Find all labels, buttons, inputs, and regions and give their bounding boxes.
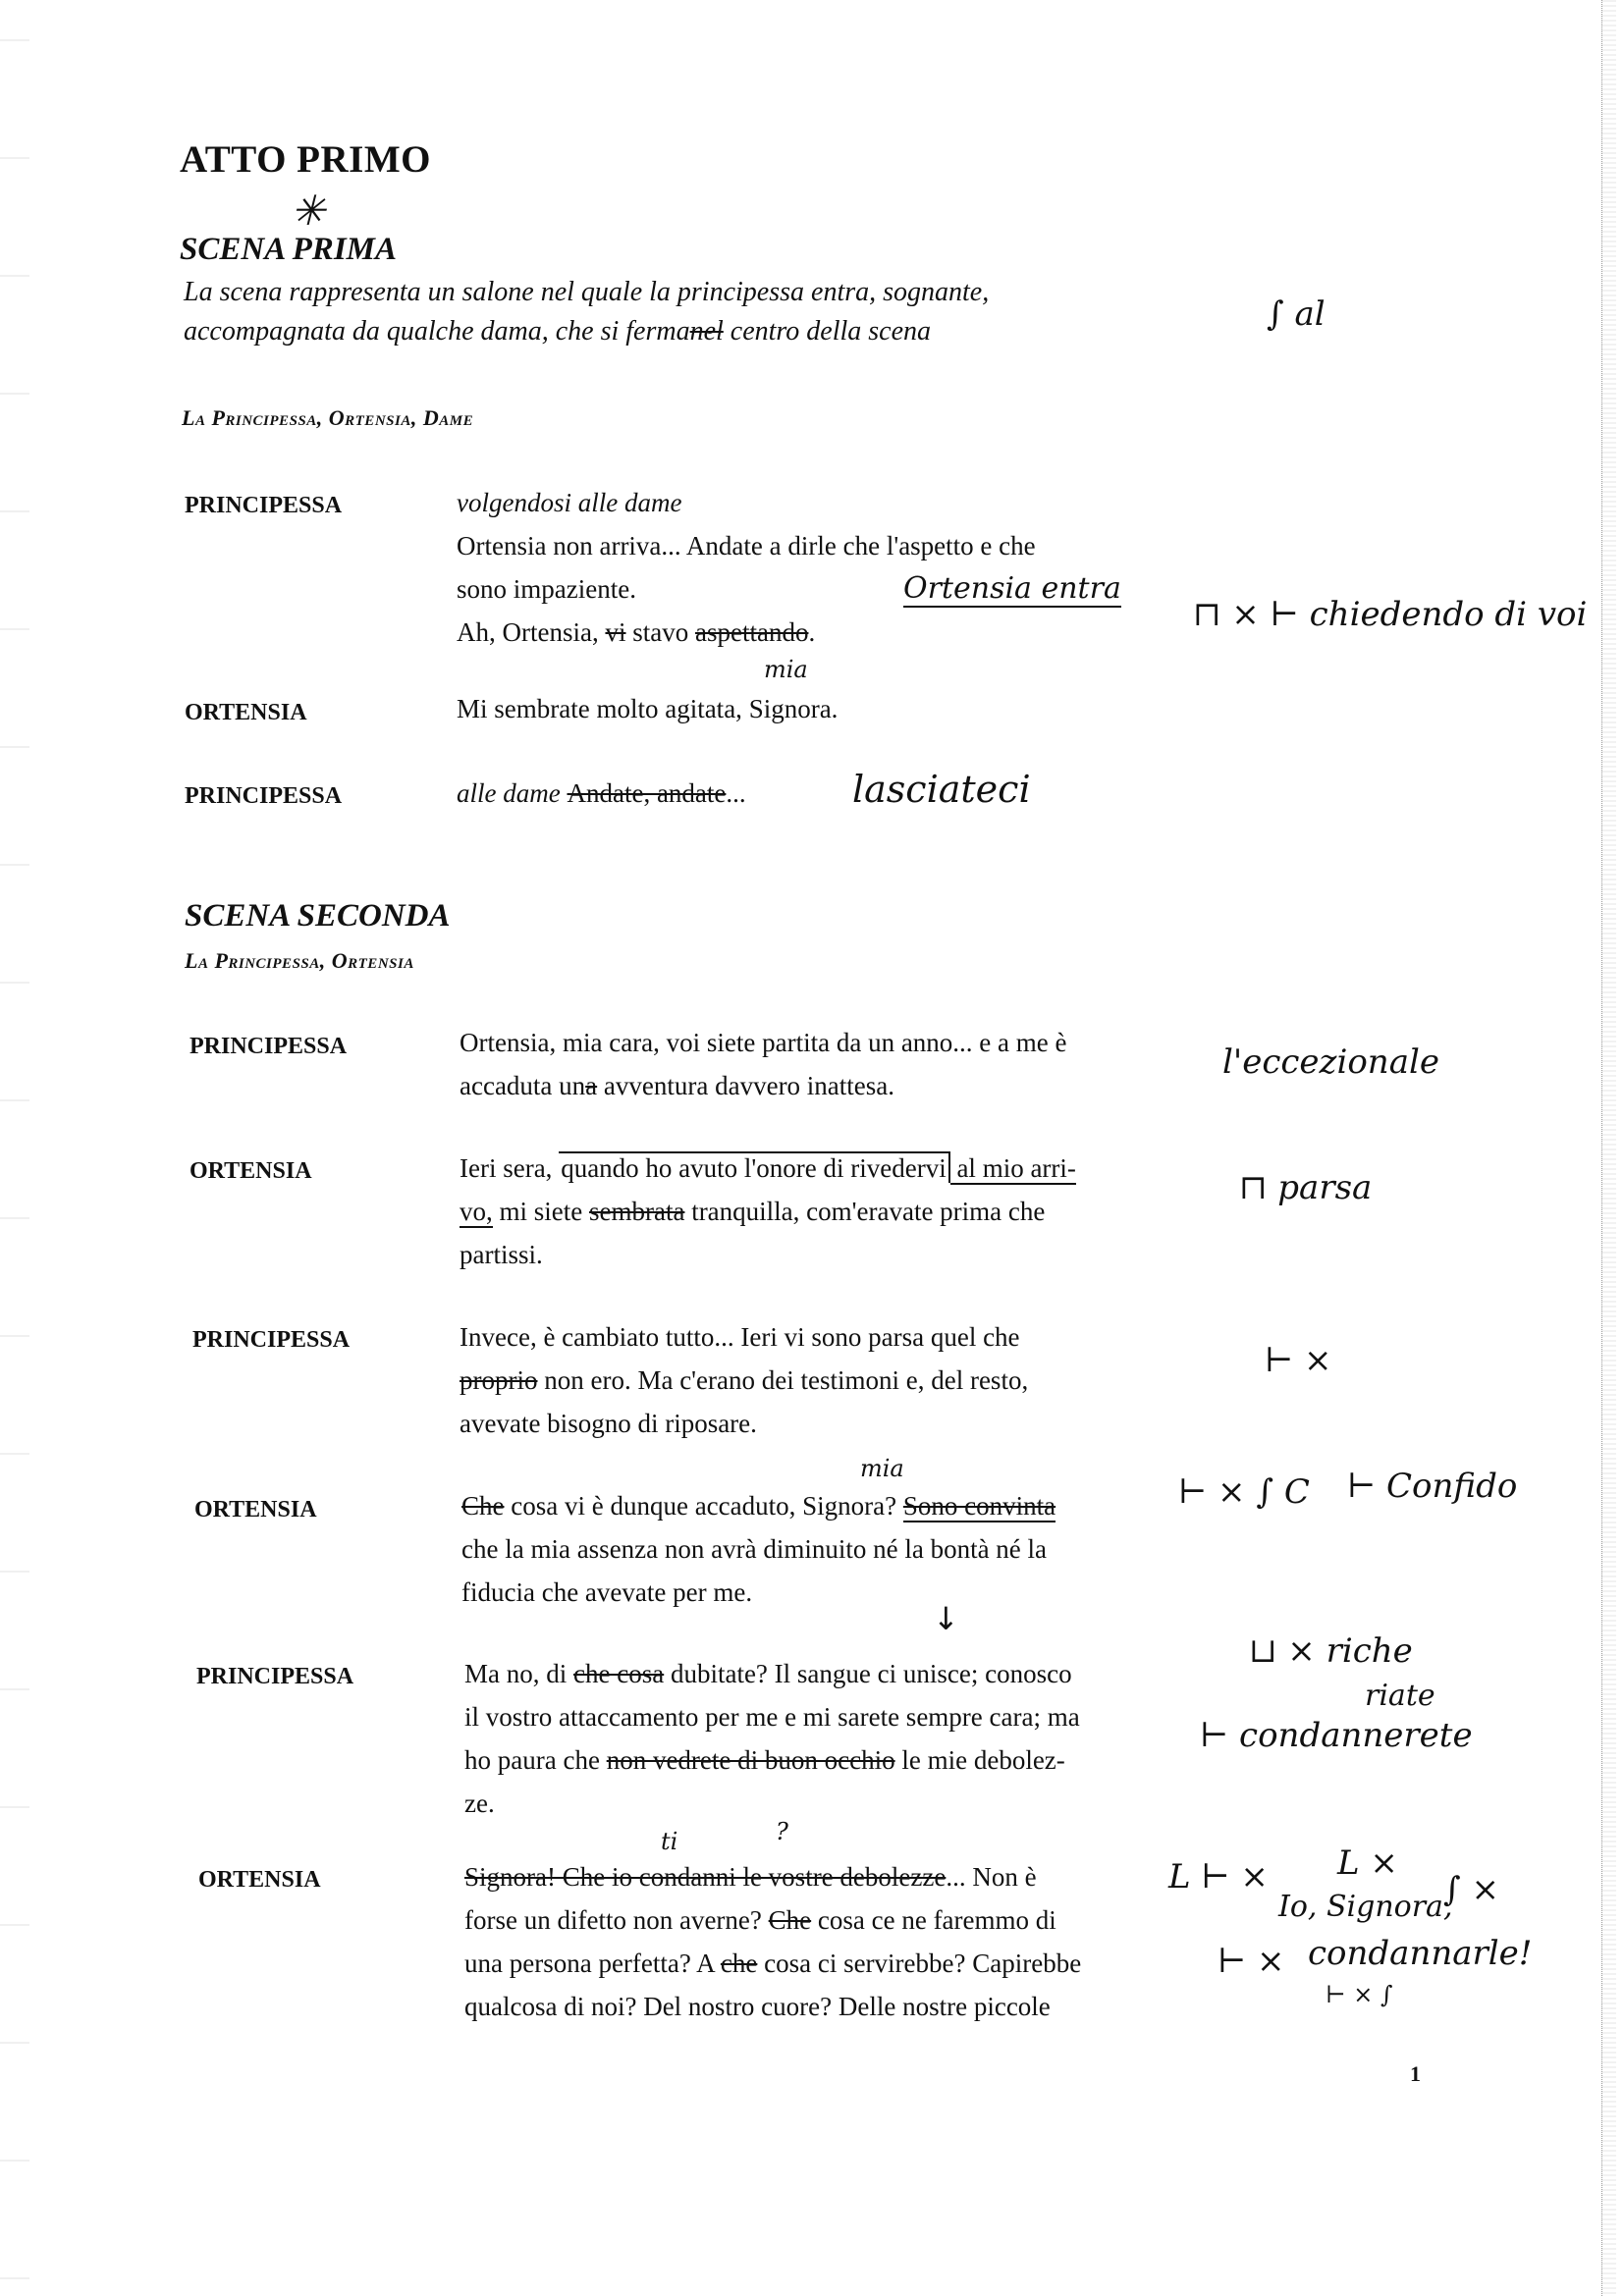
struck-word: Che xyxy=(461,1491,505,1521)
speaker-principessa: PRINCIPESSA xyxy=(196,1664,354,1689)
scene-2-title: SCENA SECONDA xyxy=(185,898,451,934)
dialogue-line xyxy=(461,1484,1168,1527)
dialogue-line: sono impaziente. xyxy=(457,574,636,604)
dialogue-line: Ortensia, mia cara, voi siete partita da un anno... e a me è xyxy=(460,1028,1067,1057)
struck-letter: a xyxy=(585,1071,598,1100)
scan-edge-left xyxy=(0,0,29,2296)
dialogue-line xyxy=(460,1147,1166,1190)
stage-direction: volgendosi alle dame xyxy=(457,488,682,517)
dialogue-text: Signora. xyxy=(748,694,839,723)
scene-1-title: SCENA PRIMA xyxy=(180,232,398,267)
struck-word: sembrata xyxy=(588,1197,685,1226)
dialogue-text: dubitate? Il sangue ci unisce; conosco xyxy=(664,1659,1072,1688)
down-arrow-icon: ↓ xyxy=(933,1600,959,1637)
dialogue-line: qualcosa di noi? Del nostro cuore? Delle nostre piccole xyxy=(464,1992,1051,2021)
dialogue-line xyxy=(457,772,1164,815)
margin-note: ⊓ parsa xyxy=(1239,1168,1373,1207)
handwritten-replacement: lasciateci xyxy=(852,768,1031,811)
dialogue-text: stavo xyxy=(625,617,695,647)
stage-direction: alle dame xyxy=(457,778,568,808)
dialogue-line xyxy=(460,1359,1166,1402)
struck-phrase: non vedrete di buon occhio xyxy=(606,1745,895,1775)
dialogue-line xyxy=(464,1855,1171,1898)
dialogue-text: cosa vi è dunque accaduto, xyxy=(504,1491,803,1521)
dialogue-text xyxy=(457,772,1164,815)
dialogue-line: fiducia che avevate per me. xyxy=(461,1577,753,1607)
handwritten-insert: ? xyxy=(776,1818,788,1845)
handwritten-insert: mia xyxy=(764,656,808,683)
dialogue-text: un difetto non averne? xyxy=(516,1905,769,1935)
speaker-ortensia: ORTENSIA xyxy=(189,1158,312,1184)
margin-note: l'eccezionale xyxy=(1222,1042,1439,1082)
dialogue-text: forse xyxy=(464,1905,517,1935)
dialogue-text: Ieri sera, xyxy=(460,1153,560,1183)
dialogue-text xyxy=(464,1855,1171,2028)
scene-1-cast: La Principessa, Ortensia, Dame xyxy=(182,405,474,430)
struck-phrase: Sono convinta xyxy=(902,1491,1056,1521)
dialogue-line xyxy=(460,1064,1166,1107)
margin-note: ⊢ Confido xyxy=(1347,1467,1518,1506)
page-number: 1 xyxy=(1410,2061,1421,2086)
speaker-principessa: PRINCIPESSA xyxy=(192,1327,351,1353)
dialogue-line xyxy=(457,611,1164,654)
speaker-ortensia: ORTENSIA xyxy=(185,700,307,725)
speaker-principessa: PRINCIPESSA xyxy=(185,493,343,518)
speaker-principessa: PRINCIPESSA xyxy=(189,1034,348,1059)
dialogue-line: partissi. xyxy=(460,1240,543,1269)
speaker-principessa: PRINCIPESSA xyxy=(185,783,343,809)
margin-note: ⊢ × xyxy=(1265,1341,1332,1380)
dialogue-text: accaduta un xyxy=(460,1071,586,1100)
margin-note: L × xyxy=(1337,1843,1398,1883)
struck-word: nel xyxy=(689,316,724,347)
margin-note: ⊢ × ∫ C xyxy=(1178,1472,1310,1512)
dialogue-line xyxy=(464,1652,1171,1695)
speaker-ortensia: ORTENSIA xyxy=(194,1497,317,1522)
dialogue-text: cosa ce ne faremmo di xyxy=(811,1905,1056,1935)
act-title: ATTO PRIMO xyxy=(180,138,431,181)
dialogue-line xyxy=(464,1942,1171,1985)
underlined-phrase: vo, xyxy=(460,1197,493,1226)
scene-1-stage-direction xyxy=(184,273,989,351)
dialogue-text xyxy=(457,687,1164,730)
dialogue-text: ... xyxy=(726,778,746,808)
margin-note: ⊢ condannerete xyxy=(1200,1716,1473,1755)
struck-word: che xyxy=(720,1949,758,1978)
dialogue-line: ze. xyxy=(464,1789,495,1818)
margin-note: ⊓ × ⊢ chiedendo di voi xyxy=(1193,595,1588,634)
dialogue-line: Invece, è cambiato tutto... Ieri vi sono parsa quel che xyxy=(460,1322,1020,1352)
dialogue-line xyxy=(457,687,1164,730)
underlined-phrase: al mio arri- xyxy=(949,1153,1076,1183)
struck-phrase: Signora! Che io condanni le vostre debolezze xyxy=(464,1862,947,1892)
dialogue-line: Ortensia non arriva... Andate a dirle che l'aspetto e che xyxy=(457,531,1036,561)
dialogue-line: che la mia assenza non avrà diminuito né la bontà né la xyxy=(461,1534,1048,1564)
margin-note: L ⊢ × xyxy=(1168,1857,1269,1896)
struck-word: Andate, andate xyxy=(567,778,727,808)
handwritten-insert: ti xyxy=(661,1828,678,1855)
dialogue-line: avevate bisogno di riposare. xyxy=(460,1409,757,1438)
margin-note: Io, Signora, xyxy=(1278,1890,1453,1924)
dialogue-text: avventura davvero inattesa. xyxy=(597,1071,895,1100)
dialogue-text: Mi sembrate molto agitata, xyxy=(457,694,749,723)
handwritten-insert: mia xyxy=(860,1455,904,1482)
margin-note: ∫ al xyxy=(1267,294,1326,334)
dialogue-text: una persona perfetta? A xyxy=(464,1949,721,1978)
struck-word: vi xyxy=(605,617,626,647)
margin-note: ⊢ × xyxy=(1218,1942,1285,1981)
dialogue-text: Ah, Ortensia, xyxy=(457,617,606,647)
handwritten-inline-note: Ortensia entra xyxy=(903,571,1121,606)
dialogue-line xyxy=(460,1190,1166,1233)
boxed-phrase: quando ho avuto l'onore di rivedervi xyxy=(559,1151,950,1183)
stage-direction-text: centro della scena xyxy=(723,316,932,347)
margin-note: ⊢ × ∫ xyxy=(1326,1981,1393,2008)
dialogue-text xyxy=(457,481,1164,654)
dialogue-text: cosa ci servirebbe? Capirebbe xyxy=(757,1949,1082,1978)
struck-word: proprio xyxy=(460,1365,538,1395)
asterisk-mark-icon: ✳ xyxy=(291,187,326,235)
margin-note: ∫ × xyxy=(1443,1870,1500,1909)
dialogue-text xyxy=(460,1021,1166,1107)
dialogue-text xyxy=(460,1315,1166,1445)
dialogue-text: non ero. Ma c'erano dei testimoni e, del resto, xyxy=(537,1365,1029,1395)
dialogue-line: il vostro attaccamento per me e mi sarete sempre cara; ma xyxy=(464,1702,1080,1732)
dialogue-text xyxy=(464,1652,1171,1825)
dialogue-text: ... Non è xyxy=(946,1862,1037,1892)
dialogue-text xyxy=(460,1147,1166,1276)
struck-word: aspettando xyxy=(694,617,809,647)
dialogue-text xyxy=(461,1484,1168,1614)
stage-direction-text: accompagnata da qualche dama, che si ferma xyxy=(184,316,690,347)
margin-note: riate xyxy=(1365,1679,1435,1713)
dialogue-line xyxy=(464,1898,1171,1942)
dialogue-text: Ma no, di xyxy=(464,1659,573,1688)
dialogue-text: Signora? xyxy=(802,1491,903,1521)
scene-2-cast: La Principessa, Ortensia xyxy=(185,948,414,973)
stage-direction-line-2 xyxy=(184,312,989,351)
dialogue-text: tranquilla, com'eravate prima che xyxy=(684,1197,1046,1226)
struck-word: Che xyxy=(768,1905,812,1935)
scan-edge-right xyxy=(1601,0,1616,2296)
dialogue-text: . xyxy=(808,617,816,647)
dialogue-line xyxy=(464,1738,1171,1782)
dialogue-text: ho paura che xyxy=(464,1745,607,1775)
speaker-ortensia: ORTENSIA xyxy=(198,1867,321,1893)
dialogue-text: mi siete xyxy=(492,1197,589,1226)
stage-direction-line-1: La scena rappresenta un salone nel quale la principessa entra, sognante, xyxy=(184,277,990,307)
struck-phrase: che cosa xyxy=(573,1659,665,1688)
dialogue-text: le mie debolez- xyxy=(894,1745,1065,1775)
margin-note: condannarle! xyxy=(1308,1934,1533,1973)
margin-note: ⊔ × riche xyxy=(1249,1631,1413,1671)
